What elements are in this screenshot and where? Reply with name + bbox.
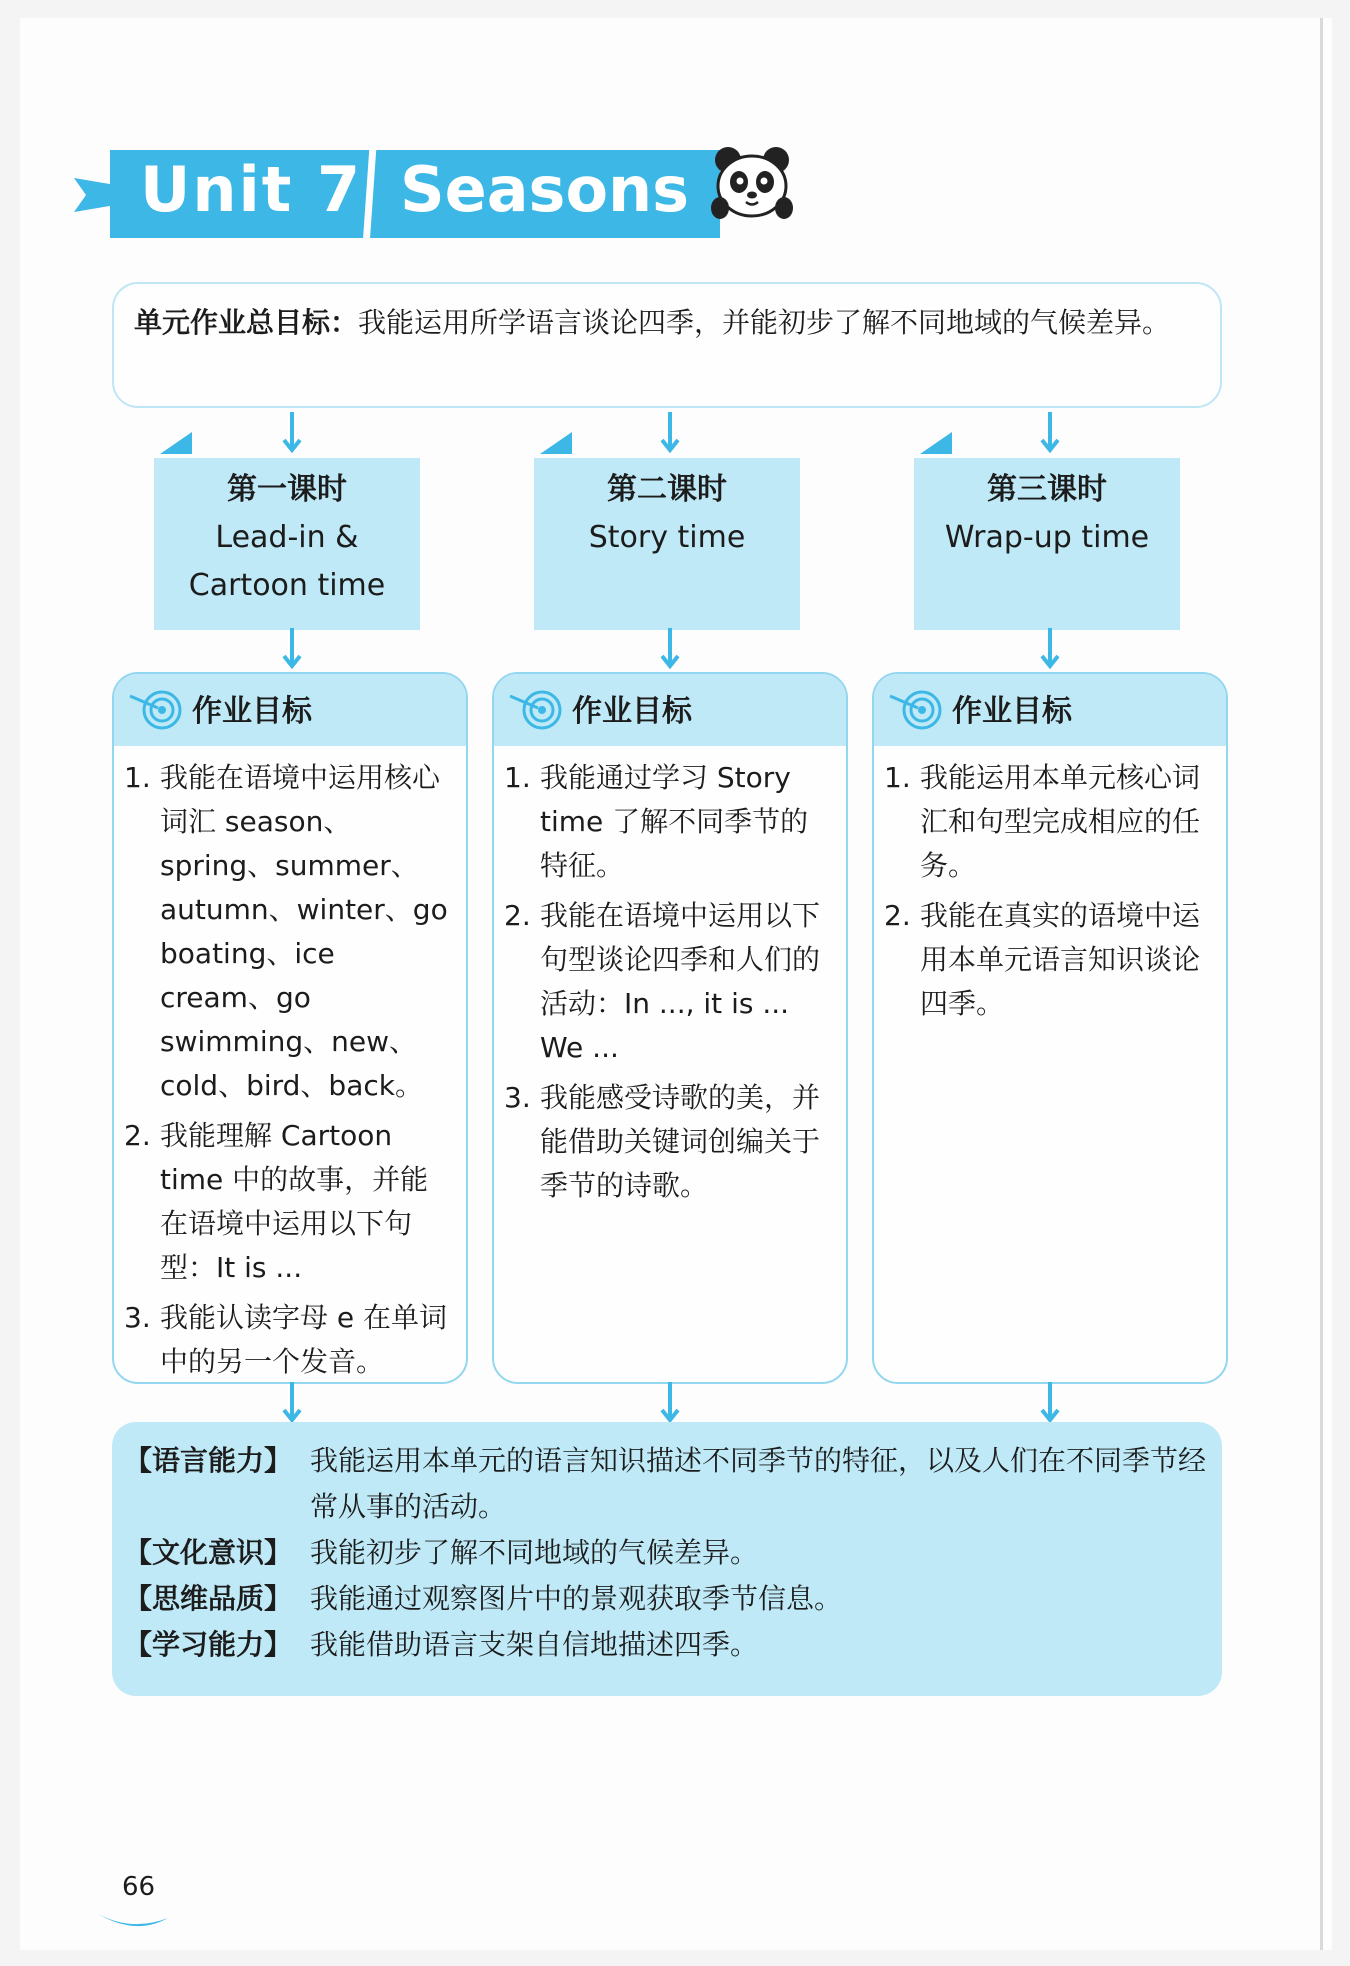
target-item bbox=[884, 756, 1214, 888]
down-arrow-icon bbox=[282, 412, 302, 454]
lesson-flag bbox=[160, 432, 192, 454]
item-number: 2. bbox=[504, 899, 531, 932]
target-header bbox=[494, 674, 846, 746]
lesson-name-line1: Story time bbox=[588, 520, 746, 555]
summary-text: 我能运用本单元的语言知识描述不同季节的特征，以及人们在不同季节经常从事的活动。 bbox=[310, 1444, 1207, 1523]
page-edge bbox=[1320, 18, 1323, 1950]
target-box-1 bbox=[112, 672, 468, 1384]
down-arrow-icon bbox=[660, 412, 680, 454]
unit-goal-box bbox=[112, 282, 1222, 408]
panda-icon bbox=[706, 140, 796, 230]
item-number: 3. bbox=[124, 1301, 151, 1334]
down-arrow-icon bbox=[1040, 628, 1060, 670]
target-icon bbox=[508, 688, 564, 732]
item-number: 1. bbox=[884, 761, 911, 794]
target-item bbox=[124, 1296, 454, 1384]
competency-summary bbox=[112, 1422, 1222, 1696]
summary-text: 我能通过观察图片中的景观获取季节信息。 bbox=[310, 1582, 843, 1615]
lesson-title: 第三课时 bbox=[987, 472, 1107, 507]
target-item bbox=[884, 894, 1214, 1026]
summary-row bbox=[124, 1438, 1212, 1530]
summary-label: 【思维品质】 bbox=[124, 1582, 293, 1615]
summary-row bbox=[124, 1530, 1212, 1576]
summary-label: 【文化意识】 bbox=[124, 1536, 293, 1569]
target-box-3 bbox=[872, 672, 1228, 1384]
down-arrow-icon bbox=[1040, 412, 1060, 454]
down-arrow-icon bbox=[660, 1382, 680, 1424]
down-arrow-icon bbox=[282, 628, 302, 670]
lesson-title: 第一课时 bbox=[227, 472, 347, 507]
summary-row bbox=[124, 1576, 1212, 1622]
down-arrow-icon bbox=[1040, 1382, 1060, 1424]
target-icon bbox=[888, 688, 944, 732]
target-item bbox=[504, 894, 834, 1070]
item-text: 我能在语境中运用以下句型谈论四季和人们的活动：In ..., it is ... We ... bbox=[540, 899, 821, 1064]
lesson-name-line2: Cartoon time bbox=[188, 568, 386, 603]
summary-row bbox=[124, 1622, 1212, 1668]
item-text: 我能运用本单元核心词汇和句型完成相应的任务。 bbox=[920, 761, 1201, 882]
lesson-flag bbox=[540, 432, 572, 454]
unit-title: Seasons bbox=[400, 153, 690, 226]
unit-number: Unit 7 bbox=[140, 153, 363, 226]
lesson-name-line1: Wrap-up time bbox=[944, 520, 1150, 555]
down-arrow-icon bbox=[282, 1382, 302, 1424]
target-box-2 bbox=[492, 672, 848, 1384]
summary-text: 我能借助语言支架自信地描述四季。 bbox=[310, 1628, 759, 1661]
target-header bbox=[114, 674, 466, 746]
down-arrow-icon bbox=[660, 628, 680, 670]
item-number: 2. bbox=[884, 899, 911, 932]
target-heading: 作业目标 bbox=[572, 694, 692, 729]
target-list bbox=[874, 746, 1226, 1026]
summary-label: 【学习能力】 bbox=[124, 1628, 293, 1661]
target-header bbox=[874, 674, 1226, 746]
lesson-title: 第二课时 bbox=[607, 472, 727, 507]
target-list bbox=[114, 746, 466, 1384]
summary-label: 【语言能力】 bbox=[124, 1444, 293, 1477]
target-item bbox=[504, 756, 834, 888]
target-item bbox=[504, 1076, 834, 1208]
item-number: 1. bbox=[124, 761, 151, 794]
lesson-box-2 bbox=[534, 458, 800, 630]
item-number: 1. bbox=[504, 761, 531, 794]
item-text: 我能在真实的语境中运用本单元语言知识谈论四季。 bbox=[920, 899, 1201, 1020]
lesson-name-line1: Lead-in & bbox=[215, 520, 359, 555]
item-text: 我能理解 Cartoon time 中的故事，并能在语境中运用以下句型：It is ... bbox=[160, 1119, 429, 1284]
target-icon bbox=[128, 688, 184, 732]
item-number: 3. bbox=[504, 1081, 531, 1114]
unit-goal-text: 我能运用所学语言谈论四季，并能初步了解不同地域的气候差异。 bbox=[358, 306, 1171, 339]
lesson-flag bbox=[920, 432, 952, 454]
swoosh-decoration bbox=[96, 1910, 170, 1932]
target-item bbox=[124, 756, 454, 1108]
target-list bbox=[494, 746, 846, 1208]
lesson-box-1 bbox=[154, 458, 420, 630]
page-number: 66 bbox=[122, 1872, 156, 1902]
item-text: 我能通过学习 Story time 了解不同季节的特征。 bbox=[540, 761, 809, 882]
target-heading: 作业目标 bbox=[192, 694, 312, 729]
item-text: 我能认读字母 e 在单词中的另一个发音。 bbox=[160, 1301, 448, 1378]
item-number: 2. bbox=[124, 1119, 151, 1152]
target-item bbox=[124, 1114, 454, 1290]
target-heading: 作业目标 bbox=[952, 694, 1072, 729]
item-text: 我能在语境中运用核心词汇 season、spring、summer、autumn、winter、go boating、ice cream、go swimming、new、cold、bird、back。 bbox=[160, 761, 448, 1102]
lesson-box-3 bbox=[914, 458, 1180, 630]
unit-goal-label: 单元作业总目标： bbox=[134, 306, 359, 339]
summary-text: 我能初步了解不同地域的气候差异。 bbox=[310, 1536, 759, 1569]
item-text: 我能感受诗歌的美，并能借助关键词创编关于季节的诗歌。 bbox=[540, 1081, 821, 1202]
